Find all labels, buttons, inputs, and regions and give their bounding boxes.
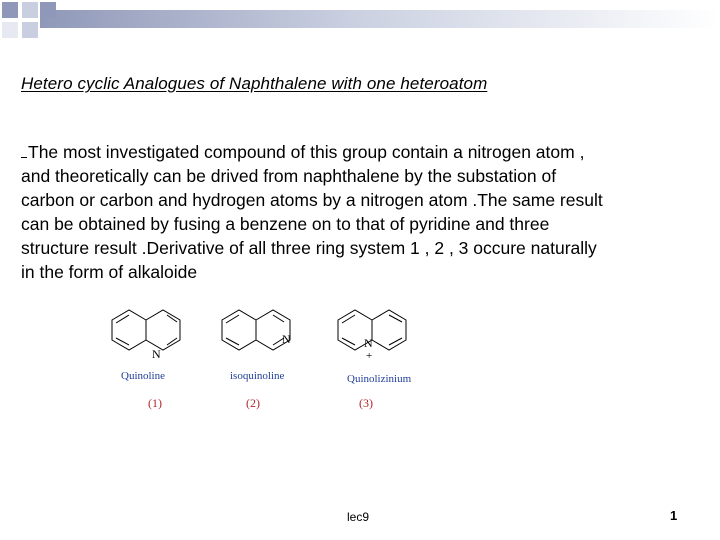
paragraph-line: and theoretically can be drived from naphthalene by the substation of [21,166,557,186]
deco-square-4 [2,22,18,38]
quinoline-number: (1) [148,396,162,410]
chemical-structures-figure [100,305,440,420]
bullet-marker [21,141,27,158]
quinoline-atom: N [152,347,161,361]
header-gradient-bar [40,10,720,28]
isoquinoline-number: (2) [246,396,260,410]
quinolizinium-number: (3) [359,396,373,410]
isoquinoline-atom: N [282,332,291,346]
paragraph-line: can be obtained by fusing a benzene on to that of pyridine and three [21,214,550,234]
paragraph-line: The most investigated compound of this group contain a nitrogen atom , [21,140,701,164]
isoquinoline-label: isoquinoline [230,370,285,382]
decorative-squares [0,0,60,50]
quinolizinium-atom: N [364,336,373,350]
paragraph-line: carbon or carbon and hydrogen atoms by a nitrogen atom .The same result [21,190,603,210]
isoquinoline-structure [222,310,290,350]
quinolizinium-label: Quinolizinium [347,373,412,385]
quinolizinium-charge: + [366,350,373,362]
quinoline-structure [112,310,180,350]
quinoline-label: Quinoline [121,370,165,382]
paragraph-line: structure result .Derivative of all three ring system 1 , 2 , 3 occure naturally [21,238,597,258]
deco-square-3 [22,22,38,38]
deco-square-5 [40,2,56,18]
body-paragraph [21,140,701,284]
slide-title: Hetero cyclic Analogues of Naphthalene with one heteroatom [21,74,488,93]
header-decoration [0,0,720,60]
paragraph-line: in the form of alkaloide [21,262,198,282]
page-number: 1 [670,508,678,523]
footer-label: lec9 [347,510,370,524]
deco-square-2 [22,2,38,18]
deco-square-1 [2,2,18,18]
